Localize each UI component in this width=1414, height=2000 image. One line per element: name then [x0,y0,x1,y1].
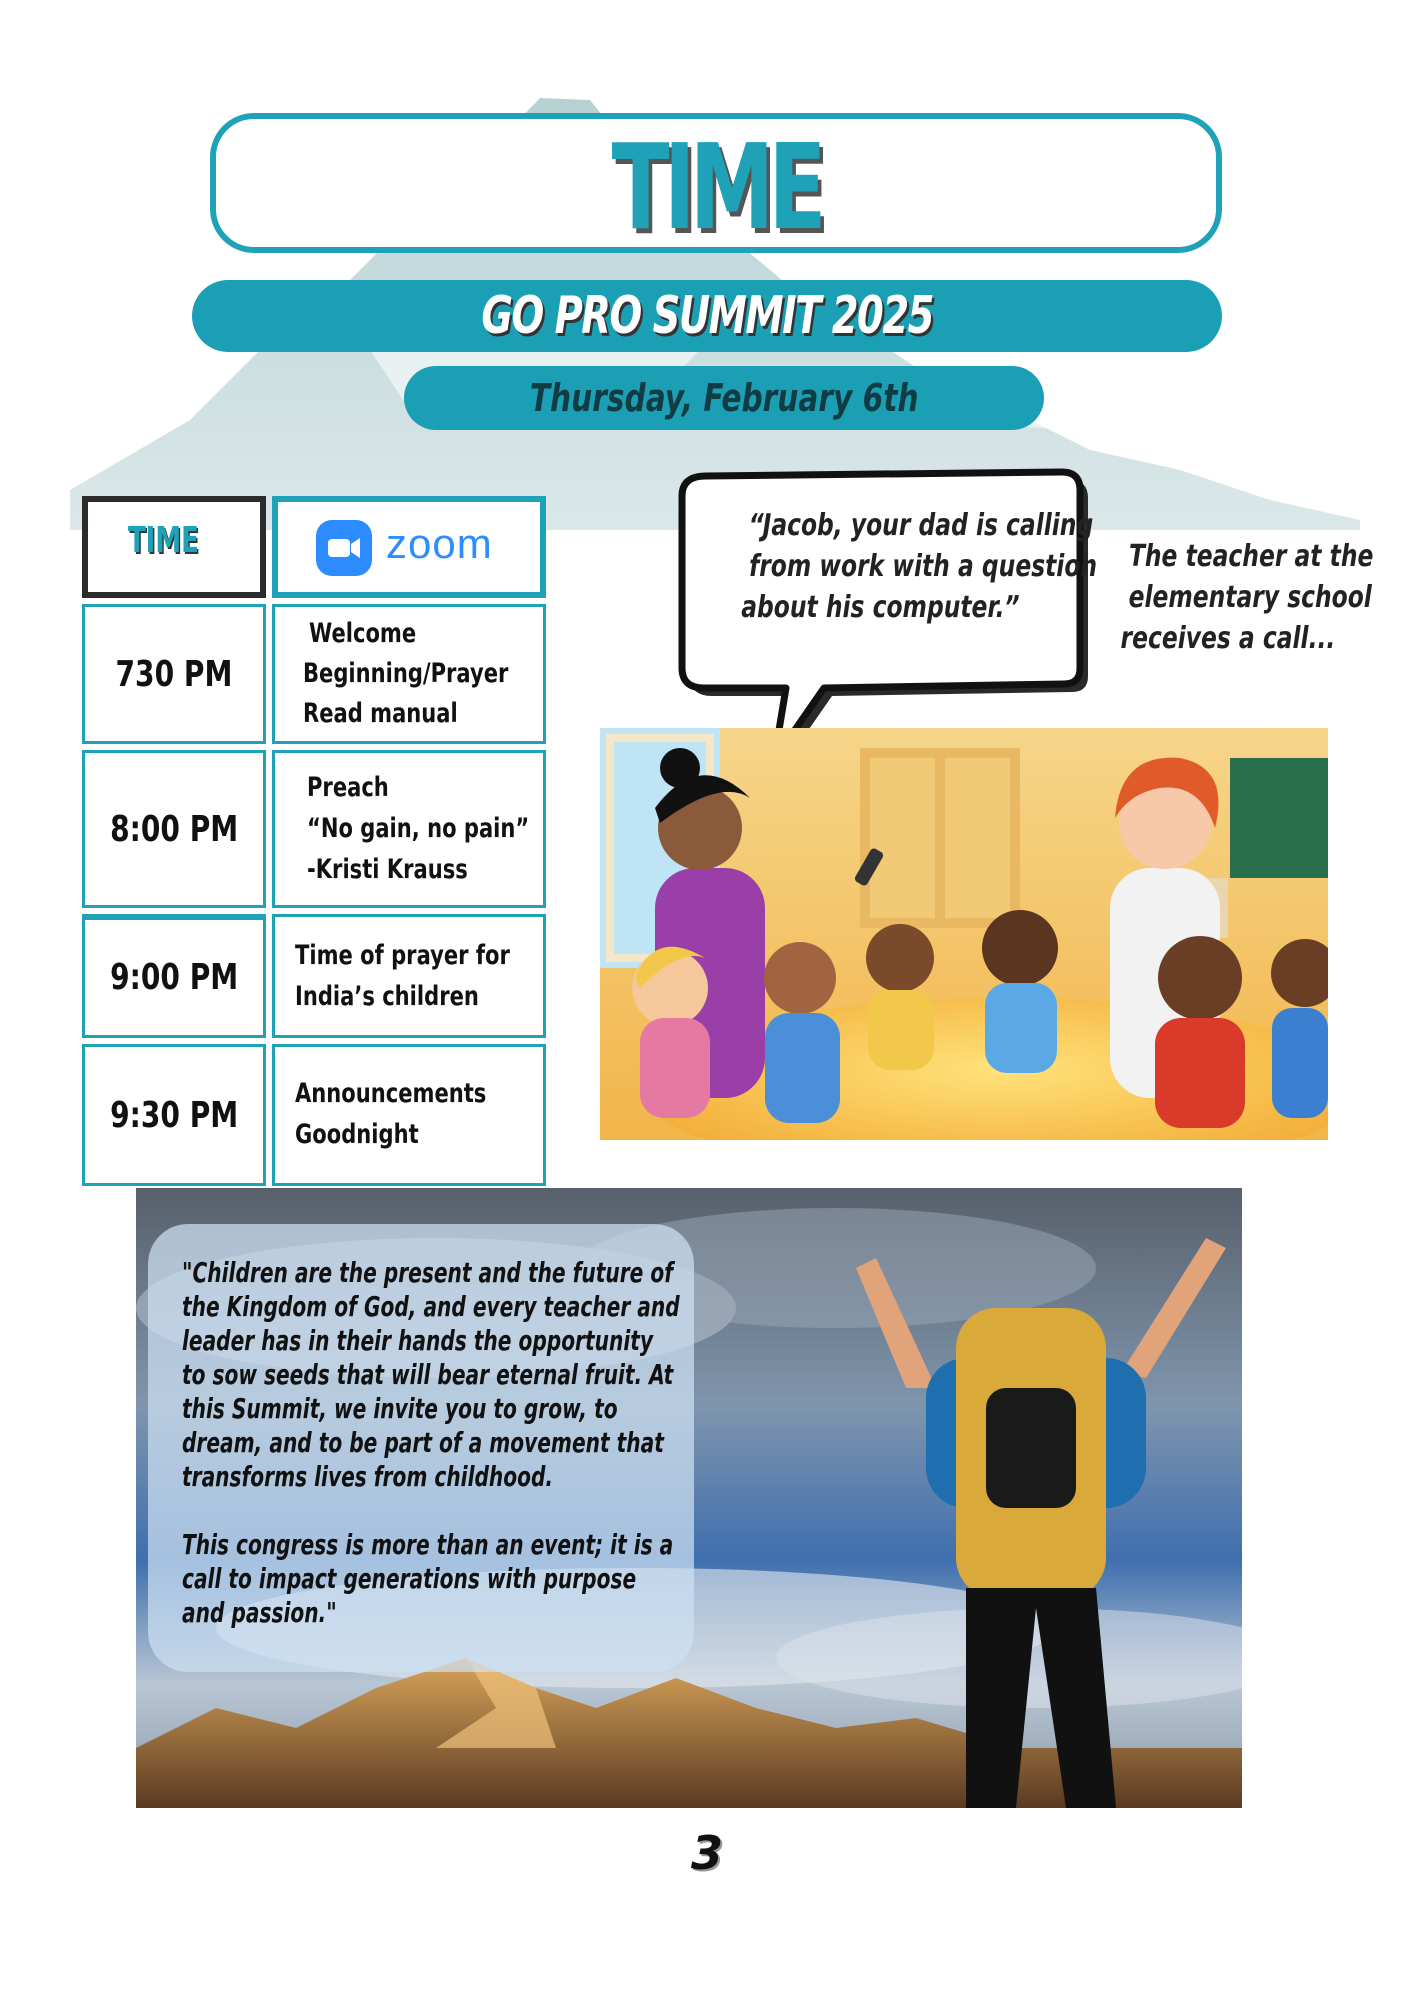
bubble-line: from work with a question [749,549,1098,584]
table-row-time [82,914,266,1038]
time-value: 9:30 PM [109,1094,239,1136]
page-title: TIME [611,118,821,256]
table-row-activity [272,1044,546,1186]
caption-line: elementary school [1128,580,1372,615]
table-row-activity [272,604,546,744]
quote-line: the Kingdom of God, and every teacher and [182,1290,680,1323]
header-time-label: TIME [128,520,199,561]
activity-line: Beginning/Prayer [303,658,509,689]
quote-line: This congress is more than an event; it is a [182,1528,674,1561]
activity-line: “No gain, no pain” [307,813,530,844]
header-time-cell [82,496,266,598]
quote-line: and passion." [182,1596,337,1629]
zoom-label: zoom [386,520,493,567]
quote-line: transforms lives from childhood. [182,1460,554,1493]
classroom-illustration [600,728,1328,1140]
table-row-time [82,1044,266,1186]
bubble-line: “Jacob, your dad is calling [748,508,1094,543]
quote-line: leader has in their hands the opportunity [182,1324,654,1357]
activity-line: India’s children [295,981,479,1012]
comic-caption [1060,536,1374,659]
quote-line: "Children are the present and the future of [182,1256,673,1289]
activity-line: -Kristi Krauss [307,854,468,885]
header-platform-cell [272,496,546,598]
table-row-activity [272,750,546,908]
event-banner [192,280,1222,352]
activity-line: Announcements [295,1078,487,1109]
page-number: 3 [690,1826,723,1880]
zoom-camera-icon [316,520,372,576]
activity-line: Goodnight [295,1119,419,1150]
title-box [210,113,1222,256]
quote-line: dream, and to be part of a movement that [182,1426,664,1459]
quote-line: this Summit, we invite you to grow, to [182,1392,618,1425]
quote-line: to sow seeds that will bear eternal fruit. At [182,1358,674,1391]
event-date: Thursday, February 6th [529,376,919,420]
table-row-activity [272,914,546,1038]
quote-line: call to impact generations with purpose [182,1562,637,1595]
date-banner [404,366,1044,430]
speech-bubble-text [700,505,1098,628]
activity-line: Time of prayer for [295,940,510,971]
caption-line: The teacher at the [1128,539,1374,574]
table-row-time [82,604,266,744]
table-row-time [82,750,266,908]
activity-line: Welcome [309,618,417,649]
activity-line: Preach [307,772,389,803]
bubble-line: about his computer.” [740,590,1020,625]
activity-line: Read manual [303,698,458,729]
caption-line: receives a call... [1120,621,1336,656]
event-title: GO PRO SUMMIT 2025 [481,286,933,346]
time-value: 9:00 PM [109,957,239,998]
time-value: 730 PM [115,653,233,695]
time-value: 8:00 PM [109,808,239,850]
